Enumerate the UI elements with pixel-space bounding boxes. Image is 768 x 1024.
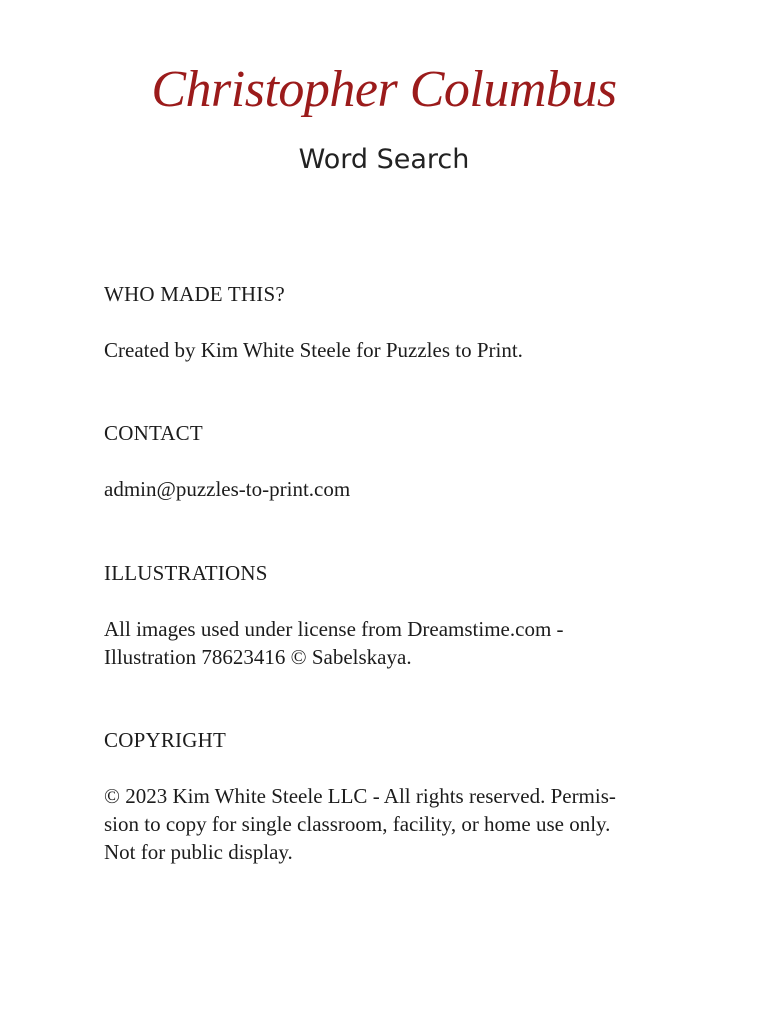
section-copyright	[104, 726, 684, 866]
section-heading: CONTACT	[104, 421, 203, 445]
body-line: All images used under license from Dreamstime.com -	[104, 617, 564, 641]
section-illustrations	[104, 559, 684, 671]
section-body	[104, 782, 684, 866]
section-heading: ILLUSTRATIONS	[104, 561, 268, 585]
section-body	[104, 475, 684, 503]
section-body	[104, 336, 684, 364]
section-heading: COPYRIGHT	[104, 728, 226, 752]
page-subtitle: Word Search	[298, 144, 470, 175]
body-line: © 2023 Kim White Steele LLC - All rights reserved. Permis-	[104, 784, 616, 808]
body-line: Illustration 78623416 © Sabelskaya.	[104, 645, 412, 669]
section-body	[104, 615, 684, 671]
section-contact	[104, 419, 684, 503]
contact-email: admin@puzzles-to-print.com	[104, 477, 351, 501]
body-line: sion to copy for single classroom, facility, or home use only.	[104, 812, 611, 836]
body-line: Not for public display.	[104, 840, 293, 864]
section-who-made-this	[104, 280, 684, 364]
body-line: Created by Kim White Steele for Puzzles to Print.	[104, 338, 523, 362]
section-heading: WHO MADE THIS?	[104, 282, 285, 306]
page-title: Christopher Columbus	[151, 61, 617, 118]
